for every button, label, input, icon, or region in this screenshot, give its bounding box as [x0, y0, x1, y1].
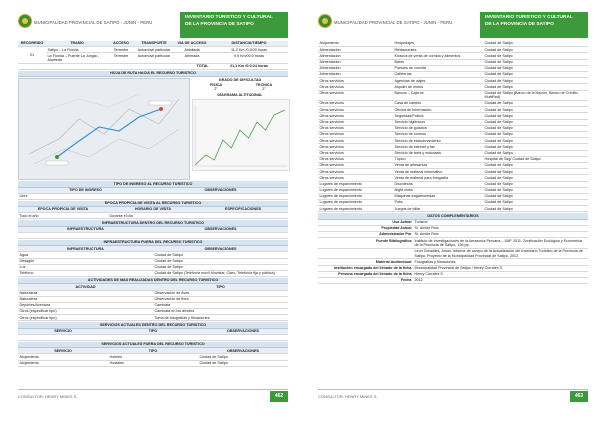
service-category: Lugares de esparcimiento — [318, 187, 393, 193]
field-label: Institución encargada del llenado de la ficha — [318, 265, 413, 271]
service-category: Alimentación — [318, 47, 393, 53]
activity-type: Toma de fotografías y filmaciones — [153, 315, 288, 321]
infra-name: Agua — [18, 252, 153, 258]
service-name: Bancos – Cajeros — [393, 90, 483, 101]
title-line-1: INVENTARIO TURISTICO Y CULTURAL — [485, 15, 573, 20]
visit-cell: Durante el día — [108, 213, 198, 219]
route-map-band: HOJA DE RUTA HACIA EL RECURSO TURISTICO — [18, 71, 288, 77]
field-value: Sr. Amide Ruiz — [413, 225, 588, 231]
page-header — [318, 4, 588, 38]
service-category: Otros servicios — [318, 156, 393, 162]
route-transporte: Automóvil particular — [134, 47, 174, 53]
entry-value: Libre — [18, 193, 153, 199]
route-header: ACCESO — [108, 41, 134, 47]
service-obs: Ciudad de Satipo — [198, 354, 288, 360]
service-type: Hoteles — [108, 354, 198, 360]
service-category: Otros servicios — [318, 101, 393, 107]
service-location: Ciudad de Satipo — [483, 132, 588, 138]
route-number: 01 — [18, 47, 46, 64]
service-name: Hospedajes — [393, 41, 483, 47]
document-title — [480, 12, 588, 38]
infra-in-cell — [18, 232, 153, 238]
service-header: TIPO — [108, 348, 198, 354]
field-label: Administrador Por — [318, 232, 413, 238]
municipality-logo-icon — [18, 14, 32, 28]
activities-band: ACTIVIDADES DE MAS REALIZADAS DENTRO DEL RECURSO TURISTICO — [18, 278, 288, 284]
service-category: Otros servicios — [318, 113, 393, 119]
services-out-band: SERVICIOS ACTUALES FUERA DEL RECURSO TURISTICO — [18, 342, 288, 348]
infra-out-band: INFRAESTRUCTURA FUERA DEL RECURSO TURISTICO — [18, 240, 288, 246]
service-category: Lugares de esparcimiento — [318, 181, 393, 187]
route-map-drawing — [19, 79, 189, 179]
visit-band: EPOCA PROPICIA DE VISITA AL RECURSO TURISTICO — [18, 201, 288, 207]
service-name: Oficina de Información — [393, 107, 483, 113]
route-total-value: 21,1 Km /0:0:24 horas — [210, 63, 288, 69]
table-row — [318, 90, 588, 101]
entry-header: TIPO DE INGRESO — [18, 188, 153, 194]
route-header: VIA DE ACCESO — [174, 41, 210, 47]
page-footer — [18, 389, 288, 404]
service-category: Otros servicios — [318, 125, 393, 131]
service-category: Otros servicios — [318, 138, 393, 144]
page-number: 463 — [570, 391, 588, 402]
service-name: Alquiler de motos — [393, 84, 483, 90]
service-location: Ciudad de Satipo — [483, 175, 588, 181]
table-row — [18, 270, 288, 276]
field-label: Persona encargada del llenado de la ficha — [318, 271, 413, 277]
title-line-1: INVENTARIO TURISTICO Y CULTURAL — [185, 15, 273, 20]
infra-obs: Ciudad de Satipo — [153, 252, 288, 258]
service-category: Alimentación — [318, 65, 393, 71]
infra-obs: Ciudad de Satipo — [153, 258, 288, 264]
visit-header: ESPECIFICACIONES — [198, 207, 288, 213]
activity-name: Naturaleza — [18, 290, 153, 296]
field-value: Instituto de Investigaciones de la Amazonía Peruana – IIAP. 2011. Zonificación Ecológica y Económica de la Provincia de Satipo, 136 pp. — [413, 238, 588, 249]
services-in-table — [18, 329, 288, 341]
field-value: Turismo — [413, 220, 588, 226]
infra-in-cell — [153, 232, 288, 238]
title-line-2: DE LA PROVINCIA DE SATIPO — [485, 21, 554, 27]
route-map — [18, 78, 190, 180]
consultant-credit: CONSULTOR: HENRY MINES S. — [318, 394, 378, 399]
infra-out-header: OBSERVACIONES — [153, 246, 288, 252]
service-location: Ciudad de Satipo — [483, 47, 588, 53]
infra-name: Luz — [18, 264, 153, 270]
table-row — [318, 238, 588, 249]
service-location: Ciudad de Satipo — [483, 181, 588, 187]
route-dist: 9,9 Km/00:0 horas — [210, 53, 288, 64]
route-dist: 11,2 Km /0.5:00 horas — [210, 47, 288, 53]
service-location: Ciudad de Satipo — [483, 125, 588, 131]
infra-in-table — [18, 227, 288, 239]
service-category: Otros servicios — [318, 107, 393, 113]
service-location: Ciudad de Satipo — [483, 53, 588, 59]
activity-header: TIPO — [153, 284, 288, 290]
visit-cell — [198, 213, 288, 219]
service-name: Pubs — [393, 200, 483, 206]
service-category: Alojamiento — [318, 41, 393, 47]
service-name: Discotecas — [393, 181, 483, 187]
service-header: TIPO — [108, 329, 198, 335]
service-obs: Ciudad de Satipo — [198, 360, 288, 366]
route-total-row — [18, 63, 288, 69]
difficulty-title: GRADO DE DIFICULTAD — [218, 78, 262, 83]
service-location: Ciudad de Satipo — [483, 187, 588, 193]
right-page — [318, 4, 588, 404]
service-header: OBSERVACIONES — [198, 348, 288, 354]
visit-header: HORARIO DE VISITA — [108, 207, 198, 213]
service-category: Otros servicios — [318, 175, 393, 181]
field-label: Propiedad Actual — [318, 225, 413, 231]
service-category: Otros servicios — [318, 162, 393, 168]
service-name: Seguridad/Policía — [393, 113, 483, 119]
route-map-section — [18, 78, 288, 180]
services-out-table — [18, 348, 288, 367]
service-category: Alimentación — [318, 59, 393, 65]
activity-type: Caminata en los árboles — [153, 309, 288, 315]
route-row — [18, 53, 288, 64]
field-label — [318, 248, 413, 259]
service-category: Otros servicios — [318, 150, 393, 156]
title-line-2: DE LA PROVINCIA DE SATIPO — [185, 21, 254, 27]
municipality-logo-icon — [318, 14, 332, 28]
services-continued-table — [318, 41, 588, 212]
route-transporte: Automóvil particular — [134, 53, 174, 64]
service-location: Ciudad de Satipo (Banco de la Nación, Banco de Crédito, MultiRed) — [483, 90, 588, 101]
table-row — [18, 360, 288, 366]
service-name: Servicio de guiados — [393, 125, 483, 131]
service-name: Cafeterías — [393, 71, 483, 77]
route-header: TRANSPORTE — [134, 41, 174, 47]
service-cell — [198, 334, 288, 340]
service-name: Agencias de viajes — [393, 78, 483, 84]
entry-observation — [153, 193, 288, 199]
service-location: Ciudad de Satipo — [483, 107, 588, 113]
difficulty-val: 2° — [262, 86, 266, 91]
service-category: Otros servicios — [318, 144, 393, 150]
field-label: Fuente Bibliográfica — [318, 238, 413, 249]
service-location: Ciudad de Satipo — [483, 119, 588, 125]
difficulty-col: TECNICA — [255, 82, 273, 87]
service-category: Otros servicios — [318, 119, 393, 125]
service-name: Servicio de correos — [393, 132, 483, 138]
service-category: Otros servicios — [318, 78, 393, 84]
service-cell — [18, 334, 108, 340]
service-location: Ciudad de Satipo — [483, 144, 588, 150]
service-name: Alojamiento — [18, 354, 108, 360]
field-value: Sr. Amide Ruiz — [413, 232, 588, 238]
activity-name: Otros (especificar tipo) — [18, 315, 153, 321]
service-location: Ciudad de Satipo — [483, 71, 588, 77]
route-acceso: Terrestre — [108, 47, 134, 53]
service-category: Alimentación — [318, 71, 393, 77]
route-total-label: TOTAL — [18, 63, 210, 69]
infra-obs: Ciudad de Satipo (Telefonía móvil Movistar, Claro, Telefonía fija y pública) — [153, 270, 288, 276]
infra-out-header: INFRAESTRUCTURA — [18, 246, 153, 252]
field-value: Henry Corrales S. — [413, 271, 588, 277]
table-row — [318, 248, 588, 259]
service-location: Ciudad de Satipo — [483, 150, 588, 156]
service-name: Servicio de estacionamiento — [393, 138, 483, 144]
municipality-name: MUNICIPALIDAD PROVINCIAL DE SATIPO - JUNIN - PERU — [334, 20, 453, 25]
left-page — [18, 4, 288, 404]
service-category: Alimentación — [318, 53, 393, 59]
route-tramo: La Florida – Puente La Jungla - Alameda — [46, 53, 108, 64]
route-via: Asfaltada — [174, 47, 210, 53]
service-location: Ciudad de Satipo — [483, 138, 588, 144]
activity-name: Otros (especificar tipo) — [18, 309, 153, 315]
infra-name: Teléfono — [18, 270, 153, 276]
service-location: Ciudad de Satipo — [483, 78, 588, 84]
service-name: Puestos de comida — [393, 65, 483, 71]
complementary-table — [318, 220, 588, 285]
field-label: Uso Actual — [318, 220, 413, 226]
activity-type: Observación de Aves — [153, 290, 288, 296]
service-category: Otros servicios — [318, 84, 393, 90]
entry-table — [18, 188, 288, 200]
difficulty-box — [192, 78, 288, 180]
table-row — [18, 315, 288, 321]
route-acceso: Terrestre — [108, 53, 134, 64]
document-title — [180, 12, 288, 38]
table-row — [318, 277, 588, 283]
infra-in-header: OBSERVACIONES — [153, 227, 288, 233]
service-location: Ciudad de Satipo — [483, 41, 588, 47]
infra-in-band: INFRAESTRUCTURA DENTRO DEL RECURSO TURISTICO — [18, 220, 288, 226]
service-location: Ciudad de Satipo — [483, 84, 588, 90]
infra-out-table — [18, 246, 288, 277]
entry-band: TIPO DE INGRESO AL RECURSO TURISTICO — [18, 181, 288, 187]
infra-name: Desagüe — [18, 258, 153, 264]
service-category: Otros servicios — [318, 169, 393, 175]
service-name: Bares — [393, 59, 483, 65]
entry-header: OBSERVACIONES — [153, 188, 288, 194]
table-row — [318, 206, 588, 212]
altitude-title: DIAGRAMA ALTITUDINAL — [217, 92, 263, 97]
route-via: Afirmada — [174, 53, 210, 64]
service-category: Otros servicios — [318, 132, 393, 138]
route-table — [18, 41, 288, 70]
service-header: OBSERVACIONES — [198, 329, 288, 335]
services-in-band: SERVICIOS ACTUALES DENTRO DEL RECURSO TURISTICO — [18, 322, 288, 328]
service-name: Servicio de taxis y mototaxis — [393, 150, 483, 156]
activity-type: Observación de flora — [153, 296, 288, 302]
service-location: Ciudad de Satipo — [483, 169, 588, 175]
field-value: 2012 — [413, 277, 588, 283]
visit-header: EPOCA PROPICIA DE VISITA — [18, 207, 108, 213]
difficulty-val: 2° — [214, 86, 218, 91]
difficulty-values — [192, 87, 288, 91]
infra-in-header: INFRAESTRUCTURA — [18, 227, 153, 233]
service-name: Servicio de internet y fax — [393, 144, 483, 150]
service-name: Restaurantes — [393, 47, 483, 53]
service-name: Casa de cambio — [393, 101, 483, 107]
difficulty-col: FISICA — [209, 82, 223, 87]
visit-table — [18, 207, 288, 219]
route-header: RECORRIDO — [18, 41, 46, 47]
activity-name: Deportes/Aventura — [18, 302, 153, 308]
service-name: Venta de material para fotografía — [393, 175, 483, 181]
service-location: Hospital de Ssg/ Ciudad de Satipo — [483, 156, 588, 162]
field-label: Material Audiovisual — [318, 259, 413, 265]
service-location: Ciudad de Satipo — [483, 193, 588, 199]
service-name: Máquinas tragamonedas — [393, 193, 483, 199]
activity-name: Naturaleza — [18, 296, 153, 302]
service-header: SERVICIO — [18, 348, 108, 354]
service-location: Ciudad de Satipo — [483, 200, 588, 206]
service-category: Lugares de esparcimiento — [318, 193, 393, 199]
activity-header: ACTIVIDAD — [18, 284, 153, 290]
service-cell — [108, 334, 198, 340]
service-location: Ciudad de Satipo — [483, 101, 588, 107]
service-name: Alojamiento — [18, 360, 108, 366]
service-category: Lugares de esparcimiento — [318, 200, 393, 206]
service-location: Ciudad de Satipo — [483, 206, 588, 212]
visit-cell: Todo el año — [18, 213, 108, 219]
consultant-credit: CONSULTOR: HENRY MINES S. — [18, 394, 78, 399]
service-name: Juegos de billar — [393, 206, 483, 212]
service-name: Kioscos de venta de comida y alimentos — [393, 53, 483, 59]
page-number: 462 — [270, 391, 288, 402]
altitude-diagram — [192, 99, 290, 171]
service-category: Lugares de esparcimiento — [318, 206, 393, 212]
route-tramo: Satipo – La Florida — [46, 47, 108, 53]
activities-table — [18, 284, 288, 321]
service-name: Servicio higiénicos — [393, 119, 483, 125]
altitude-profile — [193, 100, 289, 170]
field-value: Municipalidad Provincial de Satipo / Henry Corrales S. — [413, 265, 588, 271]
route-row — [18, 47, 288, 53]
service-name: Venta de artesanías — [393, 162, 483, 168]
service-header: SERVICIO — [18, 329, 108, 335]
infra-obs: Ciudad de Satipo — [153, 264, 288, 270]
service-name: Tópico — [393, 156, 483, 162]
field-value: Leon Gonzáles, Jesús. Informe de campo de la Actualización del Inventario Turístico de la Provincia de Satipo. Proyecto de la Municipalidad Provincial de Satipo, 2012. — [413, 248, 588, 259]
service-name: Venta de material informativo — [393, 169, 483, 175]
page-header — [18, 4, 288, 38]
page-footer — [318, 389, 588, 404]
service-type: Hostales — [108, 360, 198, 366]
service-location: Ciudad de Satipo — [483, 59, 588, 65]
service-location: Ciudad de Satipo — [483, 113, 588, 119]
field-label: Fecha — [318, 277, 413, 283]
service-category: Otros servicios — [318, 90, 393, 101]
service-name: Night clubs — [393, 187, 483, 193]
route-header: TRAMO — [46, 41, 108, 47]
service-location: Ciudad de Satipo — [483, 65, 588, 71]
municipality-name: MUNICIPALIDAD PROVINCIAL DE SATIPO - JUNIN - PERU — [34, 20, 153, 25]
activity-type: Caminata — [153, 302, 288, 308]
route-header: DISTANCIA/TIEMPO — [210, 41, 288, 47]
service-location: Ciudad de Satipo — [483, 162, 588, 168]
complementary-band: DATOS COMPLEMENTARIOS — [318, 213, 588, 219]
field-value: Fotografías y filmaciones — [413, 259, 588, 265]
